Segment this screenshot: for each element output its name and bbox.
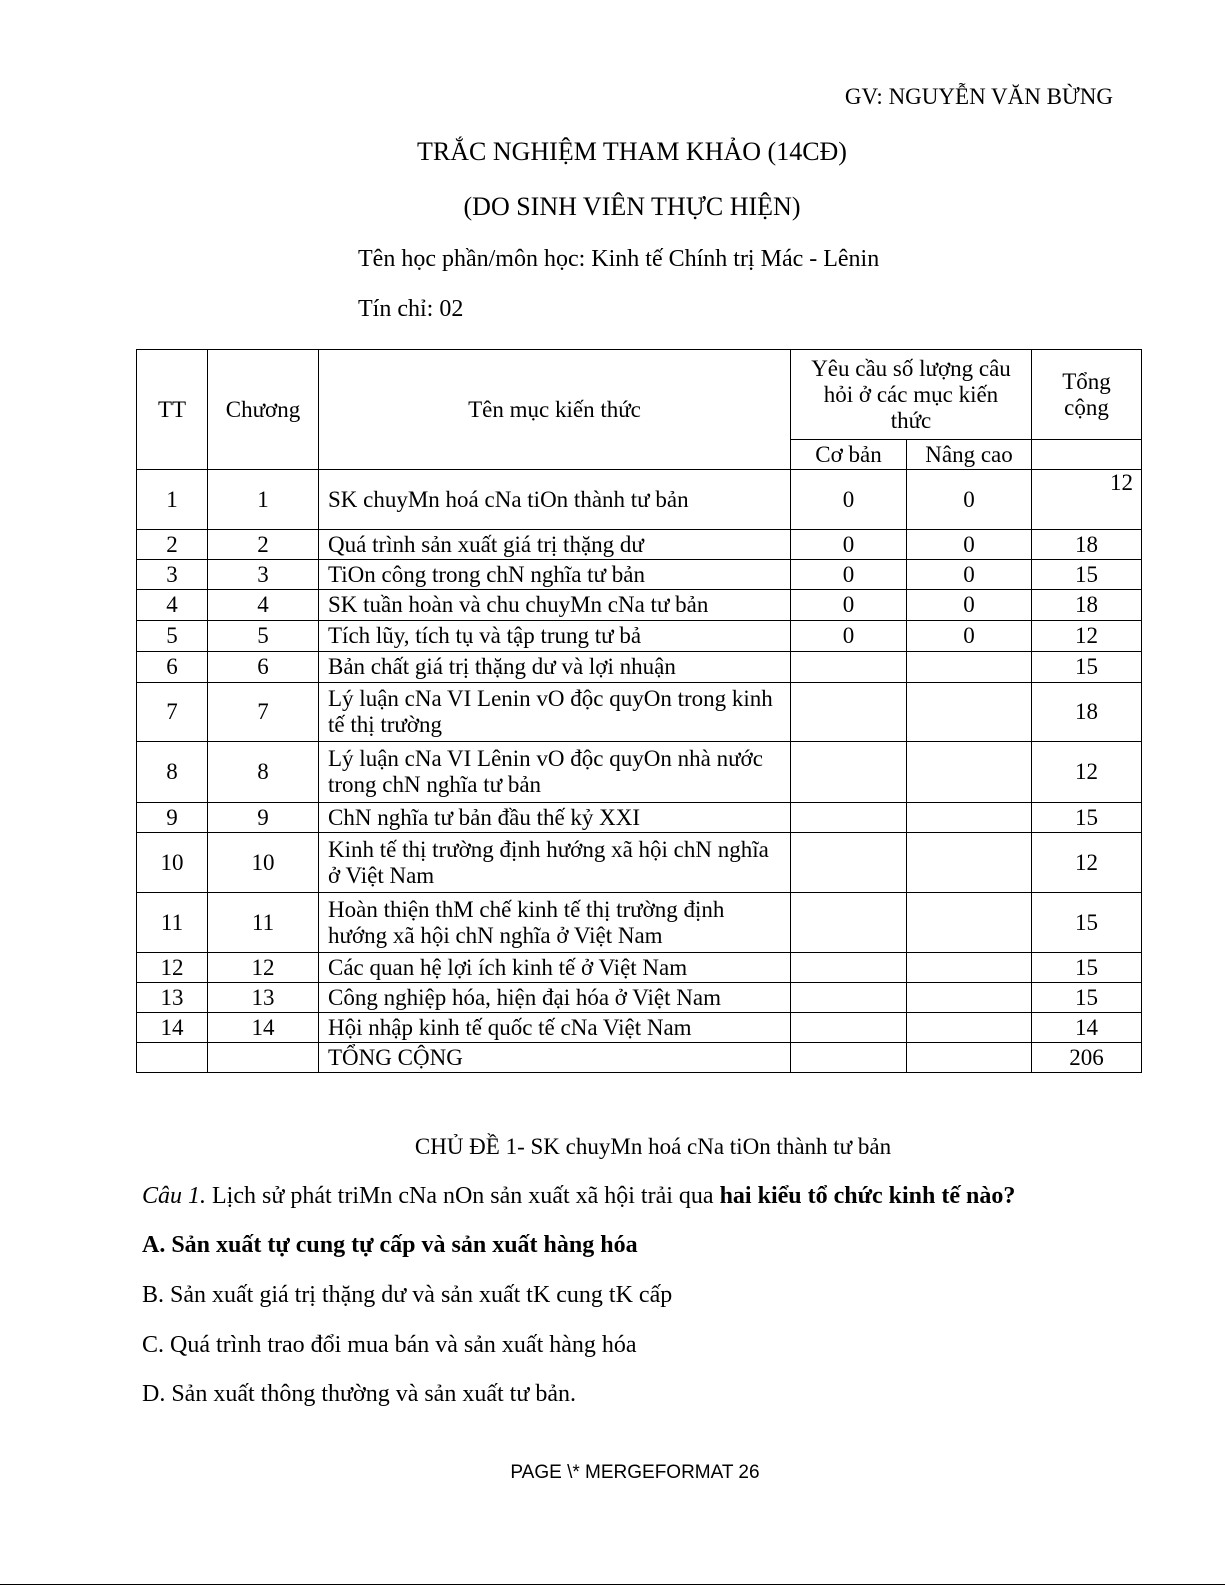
cell-topic: SK tuần hoàn và chu chuyMn cNa tư bản — [319, 590, 791, 621]
cell-chapter: 11 — [208, 893, 319, 953]
cell-basic — [791, 803, 907, 833]
cell-advanced — [907, 803, 1032, 833]
table-row — [137, 742, 1142, 803]
cell-tt: 5 — [137, 621, 208, 652]
option-c: C. Quá trình trao đổi mua bán và sản xuất hàng hóa — [142, 1332, 637, 1358]
cell-advanced: 0 — [907, 470, 1032, 530]
summary-total: 206 — [1032, 1043, 1142, 1073]
teacher-name: GV: NGUYỄN VĂN BỪNG — [844, 84, 1113, 109]
cell-topic: Các quan hệ lợi ích kinh tế ở Việt Nam — [319, 953, 791, 983]
cell-chapter: 3 — [208, 560, 319, 590]
header-tt: TT — [137, 350, 208, 470]
cell-chapter: 8 — [208, 742, 319, 803]
option-a: A. Sản xuất tự cung tự cấp và sản xuất hàng hóa — [142, 1232, 638, 1258]
cell-total: 12 — [1032, 621, 1142, 652]
cell-topic: Kinh tế thị trường định hướng xã hội chN nghĩa ở Việt Nam — [319, 833, 791, 893]
cell-topic: Hoàn thiện thM chế kinh tế thị trường định hướng xã hội chN nghĩa ở Việt Nam — [319, 893, 791, 953]
cell-tt: 13 — [137, 983, 208, 1013]
table-row — [137, 833, 1142, 893]
cell-basic: 0 — [791, 621, 907, 652]
cell-tt: 2 — [137, 530, 208, 560]
header-total-empty — [1032, 440, 1142, 470]
table-row — [137, 1013, 1142, 1043]
cell-tt: 7 — [137, 683, 208, 742]
cell-advanced — [907, 1013, 1032, 1043]
cell-chapter: 6 — [208, 652, 319, 683]
question-number: Câu 1. — [142, 1183, 207, 1209]
summary-label: TỔNG CỘNG — [319, 1043, 791, 1073]
cell-chapter: 12 — [208, 953, 319, 983]
cell-advanced — [907, 652, 1032, 683]
cell-topic: Quá trình sản xuất giá trị thặng dư — [319, 530, 791, 560]
cell-basic — [791, 893, 907, 953]
option-d: D. Sản xuất thông thường và sản xuất tư bản. — [142, 1381, 576, 1407]
cell-tt: 6 — [137, 652, 208, 683]
cell-advanced — [907, 833, 1032, 893]
cell-advanced: 0 — [907, 530, 1032, 560]
cell-advanced — [907, 983, 1032, 1013]
header-basic: Cơ bản — [791, 440, 907, 470]
cell-total: 15 — [1032, 560, 1142, 590]
cell-basic — [791, 953, 907, 983]
cell-basic: 0 — [791, 590, 907, 621]
question-1 — [142, 1183, 1015, 1210]
header-topic: Tên mục kiến thức — [319, 350, 791, 470]
cell-total: 18 — [1032, 590, 1142, 621]
cell-tt: 4 — [137, 590, 208, 621]
course-credits: Tín chỉ: 02 — [358, 296, 464, 322]
cell-tt: 14 — [137, 1013, 208, 1043]
cell-tt: 3 — [137, 560, 208, 590]
header-chapter: Chương — [208, 350, 319, 470]
cell-total: 15 — [1032, 652, 1142, 683]
cell-basic — [791, 652, 907, 683]
header-total: Tổng cộng — [1032, 350, 1142, 440]
cell-advanced — [907, 953, 1032, 983]
cell-topic: Lý luận cNa VI Lenin vO độc quyOn trong kinh tế thị trường — [319, 683, 791, 742]
cell-chapter: 2 — [208, 530, 319, 560]
cell-total: 15 — [1032, 893, 1142, 953]
table-row — [137, 590, 1142, 621]
cell-topic: TiOn công trong chN nghĩa tư bản — [319, 560, 791, 590]
cell-topic: Bản chất giá trị thặng dư và lợi nhuận — [319, 652, 791, 683]
table-row — [137, 530, 1142, 560]
cell-chapter: 7 — [208, 683, 319, 742]
topic-heading: CHỦ ĐỀ 1- SK chuyMn hoá cNa tiOn thành tư bản — [414, 1134, 892, 1159]
cell-tt: 1 — [137, 470, 208, 530]
table-row — [137, 983, 1142, 1013]
cell-tt: 12 — [137, 953, 208, 983]
document-title: TRẮC NGHIỆM THAM KHẢO (14CĐ) — [417, 137, 847, 166]
cell-topic: Hội nhập kinh tế quốc tế cNa Việt Nam — [319, 1013, 791, 1043]
cell-basic: 0 — [791, 560, 907, 590]
cell-advanced — [907, 683, 1032, 742]
cell-chapter: 14 — [208, 1013, 319, 1043]
table-row — [137, 803, 1142, 833]
table-row — [137, 683, 1142, 742]
cell-topic: SK chuyMn hoá cNa tiOn thành tư bản — [319, 470, 791, 530]
cell-chapter: 9 — [208, 803, 319, 833]
cell-basic — [791, 742, 907, 803]
cell-total: 15 — [1032, 803, 1142, 833]
table-row — [137, 470, 1142, 530]
table-row — [137, 893, 1142, 953]
cell-tt: 8 — [137, 742, 208, 803]
cell-advanced — [907, 893, 1032, 953]
cell-tt: 9 — [137, 803, 208, 833]
cell-basic — [791, 833, 907, 893]
cell-tt: 11 — [137, 893, 208, 953]
question-text: Lịch sử phát triMn cNa nOn sản xuất xã hội trải qua — [206, 1183, 720, 1209]
summary-row — [137, 1043, 1142, 1073]
cell-chapter: 4 — [208, 590, 319, 621]
table-row — [137, 560, 1142, 590]
summary-empty — [137, 1043, 208, 1073]
cell-total: 12 — [1032, 470, 1142, 530]
cell-total: 15 — [1032, 983, 1142, 1013]
header-requirement: Yêu cầu số lượng câu hỏi ở các mục kiến thức — [791, 350, 1032, 440]
summary-empty — [208, 1043, 319, 1073]
cell-advanced: 0 — [907, 560, 1032, 590]
table-row — [137, 621, 1142, 652]
cell-advanced — [907, 742, 1032, 803]
table-row — [137, 953, 1142, 983]
cell-topic: ChN nghĩa tư bản đầu thế kỷ XXI — [319, 803, 791, 833]
cell-basic — [791, 1013, 907, 1043]
cell-total: 12 — [1032, 833, 1142, 893]
cell-chapter: 13 — [208, 983, 319, 1013]
summary-empty — [791, 1043, 907, 1073]
cell-topic: Lý luận cNa VI Lênin vO độc quyOn nhà nước trong chN nghĩa tư bản — [319, 742, 791, 803]
cell-total: 15 — [1032, 953, 1142, 983]
cell-basic: 0 — [791, 470, 907, 530]
cell-basic — [791, 983, 907, 1013]
cell-total: 18 — [1032, 683, 1142, 742]
cell-basic: 0 — [791, 530, 907, 560]
cell-topic: Tích lũy, tích tụ và tập trung tư bả — [319, 621, 791, 652]
cell-advanced: 0 — [907, 621, 1032, 652]
page-footer: PAGE \* MERGEFORMAT 26 — [510, 1462, 760, 1483]
document-subtitle: (DO SINH VIÊN THỰC HIỆN) — [463, 192, 801, 221]
cell-total: 18 — [1032, 530, 1142, 560]
cell-total: 12 — [1032, 742, 1142, 803]
option-b: B. Sản xuất giá trị thặng dư và sản xuất tK cung tK cấp — [142, 1282, 673, 1308]
summary-empty — [907, 1043, 1032, 1073]
table-row — [137, 652, 1142, 683]
cell-advanced: 0 — [907, 590, 1032, 621]
cell-chapter: 10 — [208, 833, 319, 893]
cell-basic — [791, 683, 907, 742]
cell-chapter: 5 — [208, 621, 319, 652]
cell-topic: Công nghiệp hóa, hiện đại hóa ở Việt Nam — [319, 983, 791, 1013]
header-advanced: Nâng cao — [907, 440, 1032, 470]
course-name: Tên học phần/môn học: Kinh tế Chính trị Mác - Lênin — [358, 246, 880, 272]
question-emphasis: hai kiểu tổ chức kinh tế nào? — [719, 1183, 1016, 1209]
cell-chapter: 1 — [208, 470, 319, 530]
cell-tt: 10 — [137, 833, 208, 893]
question-matrix-table — [136, 349, 1142, 1073]
table-body — [137, 470, 1142, 1073]
cell-total: 14 — [1032, 1013, 1142, 1043]
